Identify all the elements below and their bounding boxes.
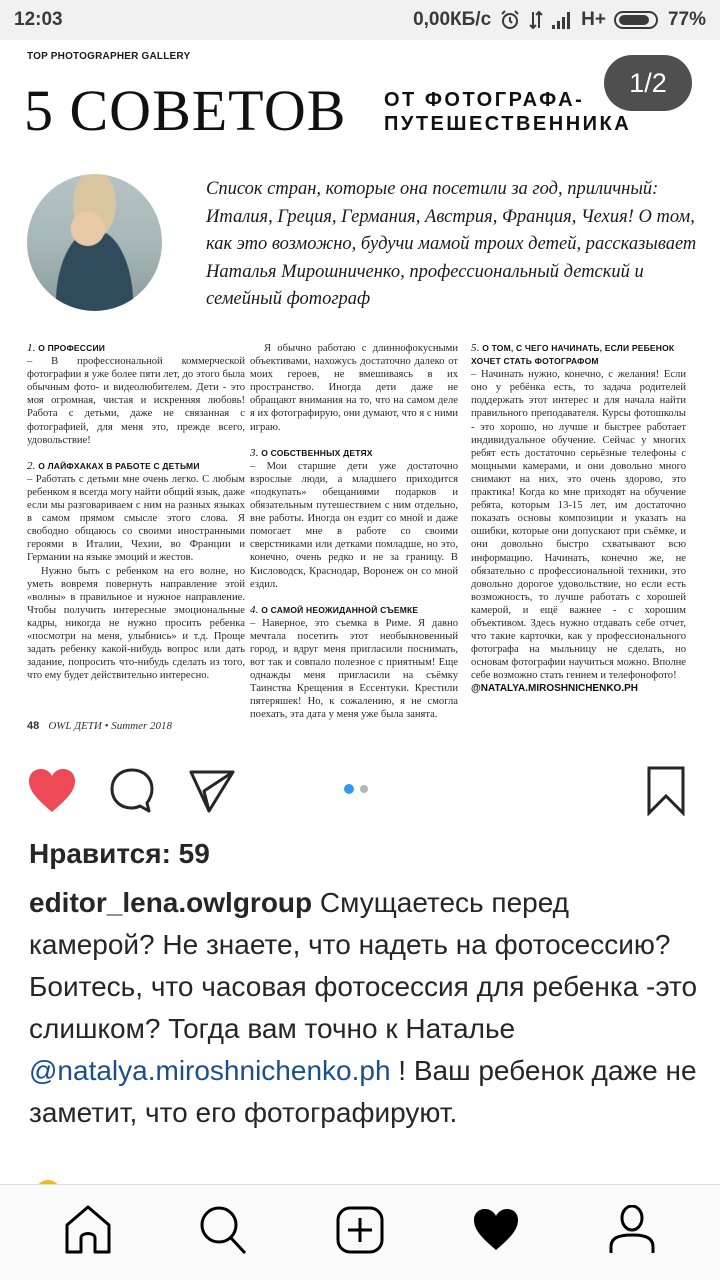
data-transfer-icon	[529, 10, 543, 30]
magazine-title: 5 СОВЕТОВ	[24, 78, 347, 143]
section-heading: 4. О САМОЙ НЕОЖИДАННОЙ СЪЕМКЕ	[250, 603, 419, 616]
share-button[interactable]	[187, 768, 237, 818]
bookmark-icon	[646, 766, 686, 821]
signal-icon	[551, 11, 573, 29]
photographer-portrait	[27, 174, 162, 311]
plus-square-icon	[336, 1206, 384, 1259]
likes-count[interactable]: Нравится: 59	[29, 838, 210, 869]
battery-level: 77%	[667, 9, 706, 30]
network-speed: 0,00КБ/с	[413, 9, 492, 30]
carousel-dot-active	[344, 784, 354, 794]
magazine-issue: OWL ДЕТИ • Summer 2018	[48, 720, 173, 732]
battery-icon	[614, 10, 660, 30]
section-paragraph: – Начинать нужно, конечно, с желания! Если оно у ребёнка есть, то задача родителей поддержать этот интерес и для начала найти правильного преподавателя. Курсы фотошколы - это хорошо, но лучше и быстрее работает индивидуальное обучение. Сейчас у многих ребят есть достаточно серьёзные телефоны с мощными камерами, и они довольно много снимают на них, это очень здорово, это практика! Когда ко мне приходят на обучение ребята, которым 13-15 лет, им достаточно показать основы композиции и указать на ошибки, которые они допускают при съёмке, и они довольно быстро схватывают всю информацию. Начинать, конечно же, не обязательно с профессиональной техники, это довольно дорогое удовольствие, но если есть возможность, то лучше работать с хорошей камерой, и ещё важнее - с хорошим объективом. Здесь нужно отдавать себе отчет, что такие карточки, как у профессионального фотографа на мыльницу не сделать, но основам фотографии научиться можно. Вполне себе возможно стать гением и телефонофото!	[471, 369, 686, 682]
caption-text-end: ! Ваш ребенок даже не заметит, что его фотографируют.	[29, 1055, 697, 1128]
magazine-subtitle	[384, 88, 631, 136]
carousel-counter-badge: 1/2	[604, 55, 692, 111]
section-paragraph: – Наверное, это съемка в Риме. Я давно мечтала посетить этот необыкновенный город, и вдруг меня пригласили поснимать, вот так и совпало полезное с приятным! Еще однажды меня пригласили на съёмку Таинства Крещения в Ессентуки. Крестили пятеряшек! Но, к сожалению, я не смогла поехать, эта дата у меня уже была занята.	[250, 617, 458, 721]
article-handle: @NATALYA.MIROSHNICHENKO.PH	[471, 683, 638, 695]
nav-activity[interactable]	[466, 1203, 526, 1263]
magazine-kicker: TOP PHOTOGRAPHER GALLERY	[27, 51, 191, 62]
article-column-1	[27, 342, 245, 682]
status-time: 12:03	[14, 9, 63, 30]
caption-username[interactable]: editor_lena.owlgroup	[29, 887, 313, 918]
heart-filled-icon	[27, 768, 77, 819]
search-icon	[199, 1205, 249, 1260]
network-type: H+	[581, 9, 606, 30]
section-paragraph: Я обычно работаю с длиннофокусными объективами, нахожусь достаточно далеко от моих героев, не вмешиваясь в их пространство. Иногда дети даже не обращают внимания на то, что на самом деле я их фотографирую, они думают, что я с ними играю.	[250, 343, 458, 433]
section-paragraph: Нужно быть с ребенком на его волне, но уметь вовремя повернуть направление этой «волны» в правильное и нужное направление. Чтобы получить интересные эмоциональные кадры, никогда не нужно просить ребенка «посмотри на меня, улыбнись» и т.д. Проще задать ребенку какой-нибудь вопрос или дать задание, попросить что-нибудь сделать из того, что ему будет действительно интересно.	[27, 565, 245, 682]
post-caption	[29, 882, 699, 1134]
carousel-indicator	[344, 784, 368, 794]
subtitle-line-1: ОТ ФОТОГРАФА-	[384, 89, 585, 111]
article-column-2	[250, 342, 458, 722]
comment-button[interactable]	[107, 768, 157, 818]
status-indicators	[413, 9, 706, 31]
caption-mention-link[interactable]: @natalya.miroshnichenko.ph	[29, 1055, 391, 1086]
intro-text: Список стран, которые она посетили за год, приличный: Италия, Греция, Германия, Австрия, Франция, Чехия! О том, как это возможно, будучи мамой троих детей, рассказывает Наталья Мирошниченко, профессиональный детский и семейный фотограф	[206, 179, 697, 309]
page-number: 48	[27, 720, 40, 732]
section-paragraph: – В профессиональной коммерческой фотографии я уже более пяти лет, до этого была обычным фото- и видеолюбителем. Дети - это моя огромная, чистая и искренняя любовь! Работа с детьми, даже не связанная с фотографией, для меня это, прежде всего, удовольствие!	[27, 356, 245, 446]
like-button[interactable]	[27, 768, 77, 818]
nav-new-post[interactable]	[330, 1203, 390, 1263]
magazine-folio	[27, 720, 172, 732]
alarm-icon	[499, 9, 521, 31]
send-icon	[188, 767, 236, 820]
caption-text: Смущаетесь перед камерой? Не знаете, что надеть на фотосессию? Боитесь, что часовая фотосессия для ребенка -это слишком? Тогда вам точно к Наталье	[29, 887, 698, 1044]
status-bar	[0, 0, 720, 40]
nav-home[interactable]	[58, 1203, 118, 1263]
subtitle-line-2: ПУТЕШЕСТВЕННИКА	[384, 113, 632, 135]
heart-filled-icon	[472, 1208, 520, 1257]
section-paragraph: – Мои старшие дети уже достаточно взрослые люди, а младшего приходится «подкупать» обещаниями подарков и обязательным путешествием с ним отдельно, вне работы. Иногда он ездит со мной и даже помогает мне в работе со своими сверстниками или детками помладше, но это, конечно, очень редко и не за границу. В Кисловодск, Краснодар, Воронеж он со мной ездил.	[250, 460, 458, 590]
home-icon	[64, 1205, 112, 1260]
bottom-navigation	[0, 1184, 720, 1280]
section-heading: 1. О ПРОФЕССИИ	[27, 342, 106, 354]
comment-icon	[108, 767, 156, 820]
save-button[interactable]	[641, 768, 691, 818]
nav-profile[interactable]	[602, 1203, 662, 1263]
section-heading: 3. О СОБСТВЕННЫХ ДЕТЯХ	[250, 446, 373, 459]
section-heading: 5. О ТОМ, С ЧЕГО НАЧИНАТЬ, ЕСЛИ РЕБЕНОК ХОЧЕТ СТАТЬ ФОТОГРАФОМ	[471, 342, 675, 367]
nav-search[interactable]	[194, 1203, 254, 1263]
carousel-dot	[360, 785, 368, 793]
person-icon	[608, 1205, 656, 1260]
section-paragraph: – Работать с детьми мне очень легко. С любым ребенком я всегда могу найти общий язык, даже если мы разговариваем с ним на разных языках в самом прямом смысле этого слова. Я свободно общаюсь со своими иностранными героями в Италии, Чехии, во Франции и Германии на языке эмоций и жестов.	[27, 473, 245, 564]
article-column-3	[471, 342, 686, 696]
section-heading: 2. О ЛАЙФХАКАХ В РАБОТЕ С ДЕТЬМИ	[27, 459, 200, 472]
post-image[interactable]	[0, 40, 720, 752]
